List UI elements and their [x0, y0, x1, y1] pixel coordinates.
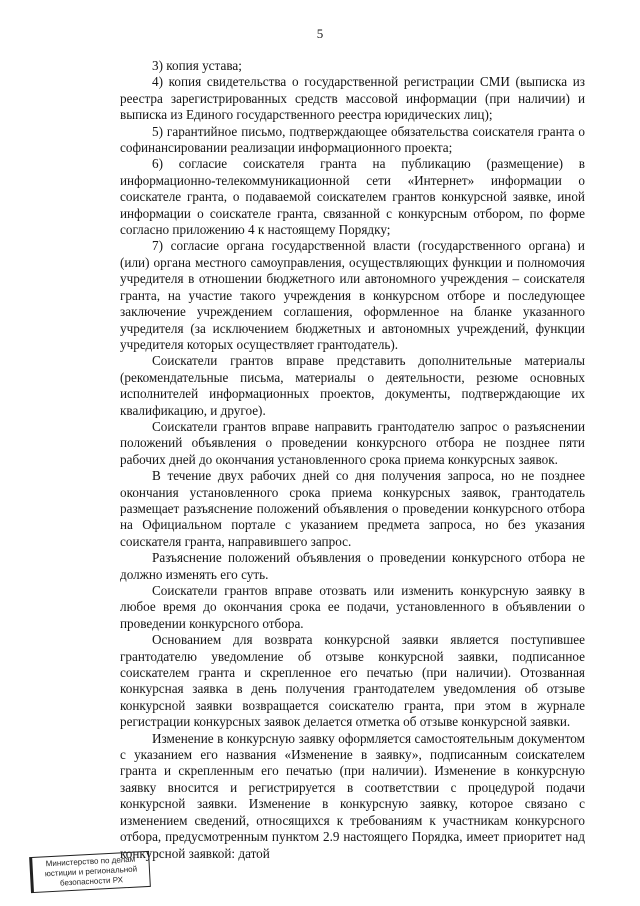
paragraph-6: Соискатели грантов вправе представить дополнительные материалы (рекомендательные письма, материалы о деятельности, резюме основных исполнителей информационных проектов, документы, подтверждающие их квалификацию, и другое).	[120, 353, 585, 418]
paragraph-2: 4) копия свидетельства о государственной регистрации СМИ (выписка из реестра зарегистрированных средств массовой информации (при наличии) и выписка из Единого государственного реестра юридических лиц);	[120, 74, 585, 123]
ministry-stamp	[29, 851, 151, 893]
stamp-line-1: Министерство по делам	[45, 854, 136, 869]
paragraph-9: Разъяснение положений объявления о проведении конкурсного отбора не должно изменять его суть.	[120, 550, 585, 582]
paragraph-12: Изменение в конкурсную заявку оформляется самостоятельным документом с указанием его названия «Изменение в заявку», подписанным соискателем гранта и скрепленным его печатью (при наличии). Изменение в конкурсную заявку вносится и регистрируется в соответствии с процедурой подачи конкурсной заявки. Изменение в конкурсную заявку, которое связано с изменением сведений, относящихся к требованиям к участникам конкурсного отбора, предусмотренным пунктом 2.9 настоящего Порядка, имеет приоритет над конкурсной заявкой: датой	[120, 730, 585, 861]
paragraph-8: В течение двух рабочих дней со дня получения запроса, но не позднее окончания установленного срока приема конкурсных заявок, грантодатель размещает разъяснение положений объявления о проведении конкурсного отбора на Официальном портале с указанием предмета запроса, но без указания соискателя гранта, направившего запрос.	[120, 468, 585, 549]
paragraph-11: Основанием для возврата конкурсной заявки является поступившее грантодателю уведомление об отзыве конкурсной заявки, подписанное соискателем гранта и скрепленное его печатью (при наличии). Отозванная конкурсная заявка в день получения грантодателем уведомления об отзыве конкурсной заявки возвращается соискателю гранта, при этом в журнале регистрации конкурсных заявок делается отметка об отзыве конкурсной заявки.	[120, 632, 585, 730]
page-number: 5	[316, 26, 324, 41]
paragraph-10: Соискатели грантов вправе отозвать или изменить конкурсную заявку в любое время до окончания срока ее подачи, установленного в объявлении о проведении конкурсного отбора.	[120, 583, 585, 631]
paragraph-3: 5) гарантийное письмо, подтверждающее обязательства соискателя гранта о софинансировании реализации информационного проекта;	[120, 123, 585, 156]
stamp-line-2: юстиции и региональной	[44, 864, 138, 879]
stamp-line-3: безопасности РХ	[59, 875, 124, 888]
paragraph-4: 6) согласие соискателя гранта на публикацию (размещение) в информационно-телекоммуникационной сети «Интернет» информации о соискателе гранта, о подаваемой соискателем грантов конкурсной заявке, иной информации о соискателе гранта, связанной с конкурсным отбором, по форме согласно приложению 4 к настоящему Порядку;	[120, 156, 585, 238]
document-body	[120, 58, 585, 862]
paragraph-5: 7) согласие органа государственной власти (государственного органа) и (или) органа местного самоуправления, осуществляющих функции и полномочия учредителя в отношении бюджетного или автономного учреждения – соискателя гранта, на участие такого учреждения в конкурсном отборе и последующее заключение учреждением соглашения, оформленное на бланке указанного учредителя (за исключением бюджетных и автономных учреждений, функции учредителя которых осуществляет грантодатель).	[120, 238, 585, 352]
paragraph-7: Соискатели грантов вправе направить грантодателю запрос о разъяснении положений объявления о проведении конкурсного отбора не позднее пяти рабочих дней до окончания установленного срока приема конкурсных заявок.	[120, 418, 585, 467]
paragraph-1: 3) копия устава;	[152, 58, 242, 73]
